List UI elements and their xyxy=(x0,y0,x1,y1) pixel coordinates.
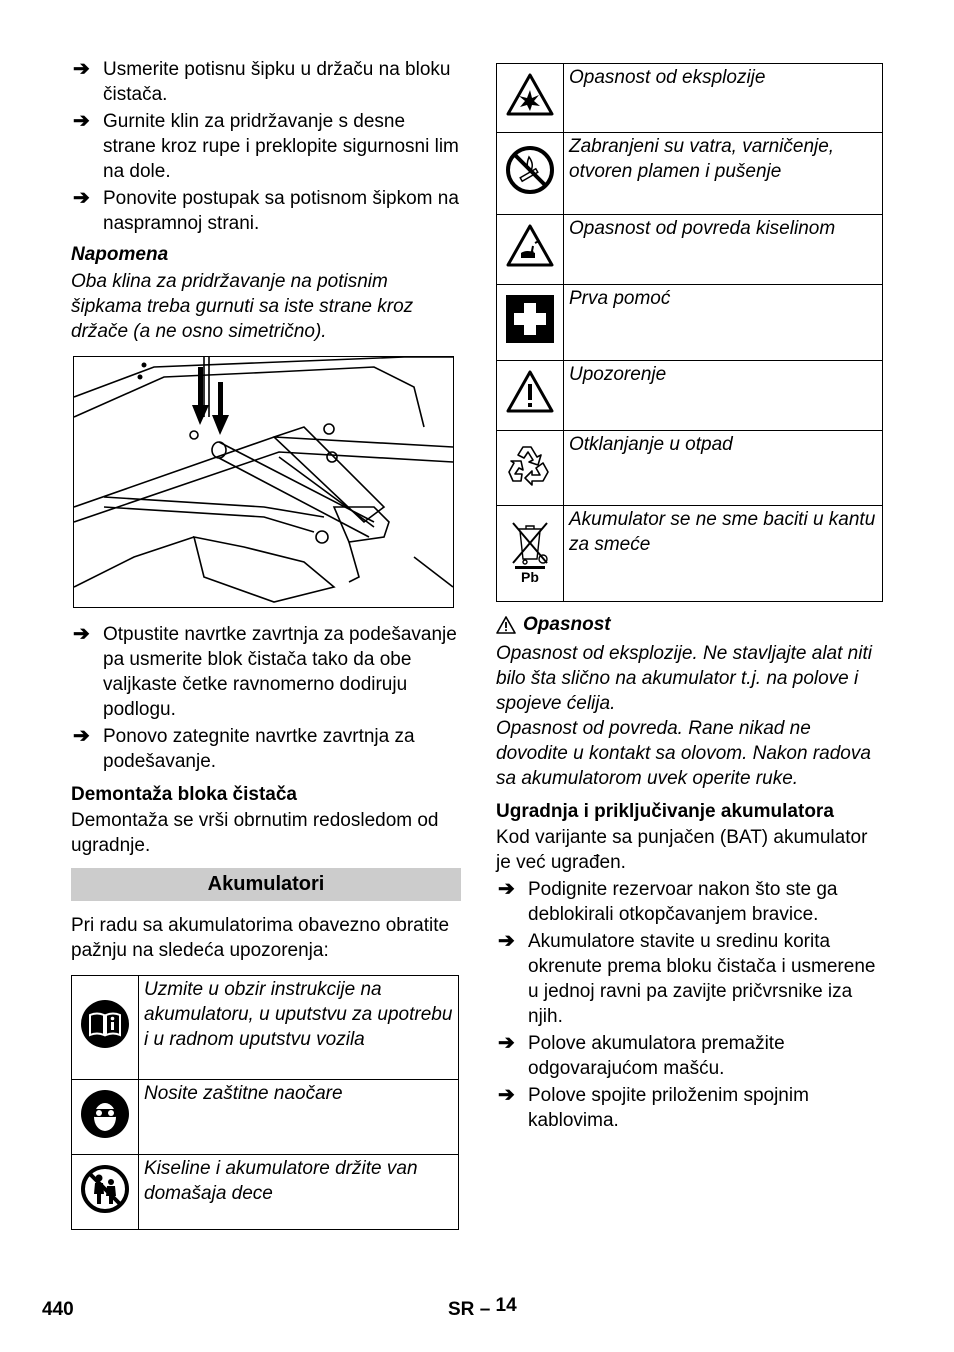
instruction-step xyxy=(71,622,461,722)
no-fire-icon xyxy=(505,145,555,195)
step-text: Ponovite postupak sa potisnom šipkom na naspramnoj strani. xyxy=(103,188,459,234)
push-rod-drawing xyxy=(74,357,453,607)
warning-table xyxy=(71,975,459,1230)
page-number: 440 xyxy=(42,1299,74,1320)
warning-text: Uzmite u obzir instrukcije na akumulatoru, u uputstvu za upotrebu i u radnom uputstvu vozila xyxy=(139,976,459,1080)
goggles-icon xyxy=(80,1089,130,1139)
warning-text: Kiseline i akumulatore držite van domašaja dece xyxy=(139,1155,459,1230)
instruction-step xyxy=(71,724,461,774)
arrow-icon: ➔ xyxy=(498,878,515,900)
instruction-step xyxy=(496,877,886,927)
dismount-title: Demontaža bloka čistača xyxy=(71,784,297,805)
instruction-step xyxy=(71,109,461,184)
step-text: Usmerite potisnu šipku u držaču na bloku čistača. xyxy=(103,59,451,105)
warning-icon-cell xyxy=(72,1155,139,1230)
arrow-icon: ➔ xyxy=(73,725,90,747)
warning-icon-cell xyxy=(72,976,139,1080)
first-aid-icon xyxy=(505,294,555,344)
warning-row xyxy=(497,64,883,133)
warning-text: Opasnost od povreda kiselinom xyxy=(564,215,883,285)
install-title: Ugradnja i priključivanje akumulatora xyxy=(496,801,834,822)
step-text: Podignite rezervoar nakon što ste ga deblokirali otkopčavanjem bravice. xyxy=(528,879,838,925)
instruction-step xyxy=(496,929,886,1029)
arrow-icon: ➔ xyxy=(498,930,515,952)
lead-label: Pb xyxy=(521,569,539,585)
warning-icon-cell xyxy=(72,1080,139,1155)
footer-dash: – xyxy=(479,1299,491,1320)
no-trash-icon xyxy=(505,515,555,585)
footer-lang-code: SR xyxy=(448,1299,475,1320)
warning-row xyxy=(497,506,883,602)
instruction-step xyxy=(496,1031,886,1081)
dismount-text: Demontaža se vrši obrnutim redosledom od ugradnje. xyxy=(71,810,439,856)
step-text: Ponovo zategnite navrtke zavrtnja za podešavanje. xyxy=(103,726,415,772)
warning-row xyxy=(72,1080,459,1155)
recycle-icon xyxy=(505,441,555,489)
section-title: Akumulatori xyxy=(71,868,461,901)
warning-row xyxy=(497,361,883,431)
explosion-icon xyxy=(505,72,555,118)
manual-icon xyxy=(80,999,130,1049)
instruction-step xyxy=(496,1083,886,1133)
warning-row xyxy=(497,133,883,215)
warning-row xyxy=(72,976,459,1080)
warning-icon-cell xyxy=(497,431,564,506)
warning-table xyxy=(496,63,883,602)
warning-text: Upozorenje xyxy=(564,361,883,431)
warning-icon-cell xyxy=(497,133,564,215)
warning-text: Otklanjanje u otpad xyxy=(564,431,883,506)
warning-text: Nosite zaštitne naočare xyxy=(139,1080,459,1155)
danger-text: Opasnost od povreda. Rane nikad ne dovodite u kontakt sa olovom. Nakon radova sa akumulatorom uvek operite ruke. xyxy=(496,718,871,789)
arrow-icon: ➔ xyxy=(498,1032,515,1054)
warning-row xyxy=(497,431,883,506)
arrow-icon: ➔ xyxy=(73,187,90,209)
footer-local-page: 14 xyxy=(495,1295,517,1316)
step-text: Akumulatore stavite u sredinu korita okrenute prema bloku čistača i usmerene u jednoj ravni pa zavijte pričvrsnike iza njih. xyxy=(528,931,876,1027)
warning-icon xyxy=(505,369,555,415)
warning-icon-cell xyxy=(497,285,564,361)
danger-warning-icon xyxy=(496,616,516,634)
note-title: Napomena xyxy=(71,244,169,265)
step-text: Gurnite klin za pridržavanje s desne strane kroz rupe i preklopite sigurnosni lim na dole. xyxy=(103,111,459,182)
warning-row xyxy=(497,215,883,285)
section-intro: Pri radu sa akumulatorima obavezno obratite pažnju na sledeća upozorenja: xyxy=(71,915,450,961)
warning-row xyxy=(72,1155,459,1230)
arrow-icon: ➔ xyxy=(73,110,90,132)
warning-text: Zabranjeni su vatra, varničenje, otvoren plamen i pušenje xyxy=(564,133,883,215)
warning-text: Opasnost od eksplozije xyxy=(564,64,883,133)
warning-text: Prva pomoć xyxy=(564,285,883,361)
warning-icon-cell xyxy=(497,361,564,431)
push-rod-illustration xyxy=(73,356,454,608)
step-text: Otpustite navrtke zavrtnja za podešavanje pa usmerite blok čistača tako da obe valjkaste četke ravnomerno dodiruju podlogu. xyxy=(103,624,457,720)
left-column xyxy=(71,57,461,1230)
danger-text: Opasnost od eksplozije. Ne stavljajte alat niti bilo šta slično na akumulator t.j. na polove i spojeve ćelija. xyxy=(496,643,872,714)
warning-row xyxy=(497,285,883,361)
danger-heading xyxy=(496,612,886,637)
warning-text: Akumulator se ne sme baciti u kantu za smeće xyxy=(564,506,883,602)
instruction-step xyxy=(71,186,461,236)
no-children-icon xyxy=(80,1164,130,1214)
footer-lang xyxy=(448,1297,517,1322)
arrow-icon: ➔ xyxy=(73,623,90,645)
step-text: Polove akumulatora premažite odgovarajućom mašću. xyxy=(528,1033,785,1079)
danger-title: Opasnost xyxy=(523,614,611,635)
warning-icon-cell xyxy=(497,506,564,602)
arrow-icon: ➔ xyxy=(73,58,90,80)
warning-icon-cell xyxy=(497,64,564,133)
warning-icon-cell xyxy=(497,215,564,285)
right-column xyxy=(496,63,886,1135)
acid-icon xyxy=(505,223,555,269)
instruction-step xyxy=(71,57,461,107)
arrow-icon: ➔ xyxy=(498,1084,515,1106)
note-text: Oba klina za pridržavanje na potisnim šipkama treba gurnuti sa iste strane kroz držače (a ne osno simetrično). xyxy=(71,271,414,342)
install-text: Kod varijante sa punjačen (BAT) akumulator je već ugrađen. xyxy=(496,827,868,873)
step-text: Polove spojite priloženim spojnim kablovima. xyxy=(528,1085,809,1131)
